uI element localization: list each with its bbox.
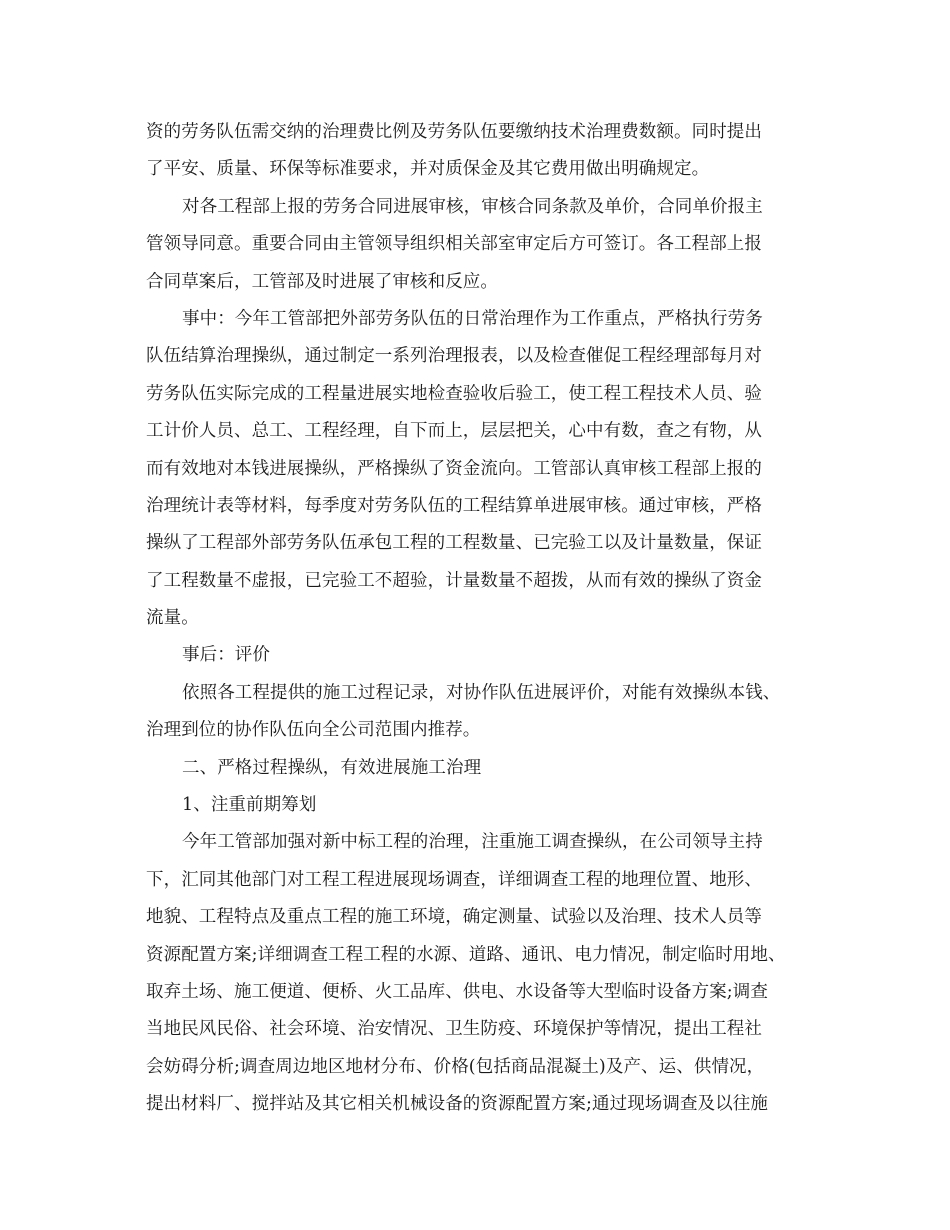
- text-line: 队伍结算治理操纵，通过制定一系列治理报表，以及检查催促工程经理部每月对: [146, 346, 762, 367]
- text-line: 下，汇同其他部门对工程工程进展现场调查，详细调查工程的地理位置、地形、: [146, 869, 762, 890]
- text-line: 操纵了工程部外部劳务队伍承包工程的工程数量、已完验工以及计量数量，保证: [146, 533, 762, 554]
- text-line: 二、严格过程操纵，有效进展施工治理: [182, 757, 482, 778]
- text-line: 对各工程部上报的劳务合同进展审核，审核合同条款及单价，合同单价报主: [182, 196, 763, 217]
- text-line: 资源配置方案;详细调查工程工程的水源、道路、通讯、电力情况，制定临时用地、: [146, 944, 786, 965]
- text-line: 了工程数量不虚报，已完验工不超验，计量数量不超拨，从而有效的操纵了资金: [146, 570, 762, 591]
- text-line: 事中：今年工管部把外部劳务队伍的日常治理作为工作重点，严格执行劳务: [182, 308, 763, 329]
- text-line: 流量。: [146, 608, 199, 629]
- text-line: 当地民风民俗、社会环境、治安情况、卫生防疫、环境保护等情况，提出工程社: [146, 1019, 762, 1040]
- text-line: 1、注重前期筹划: [182, 795, 317, 816]
- text-line: 取弃土场、施工便道、便桥、火工品库、供电、水设备等大型临时设备方案;调查: [146, 981, 768, 1002]
- text-line: 地貌、工程特点及重点工程的施工环境，确定测量、试验以及治理、技术人员等: [146, 907, 762, 928]
- text-line: 了平安、质量、环保等标准要求，并对质保金及其它费用做出明确规定。: [146, 159, 710, 180]
- text-line: 管领导同意。重要合同由主管领导组织相关部室审定后方可签订。各工程部上报: [146, 234, 762, 255]
- text-line: 劳务队伍实际完成的工程量进展实地检查验收后验工，使工程工程技术人员、验: [146, 383, 762, 404]
- text-line: 治理统计表等材料，每季度对劳务队伍的工程结算单进展审核。通过审核，严格: [146, 495, 762, 516]
- text-line: 治理到位的协作队伍向全公司范围内推荐。: [146, 720, 481, 741]
- text-line: 资的劳务队伍需交纳的治理费比例及劳务队伍要缴纳技术治理费数额。同时提出: [146, 122, 762, 142]
- text-line: 今年工管部加强对新中标工程的治理，注重施工调查操纵，在公司领导主持: [182, 832, 763, 853]
- text-line: 依照各工程提供的施工过程记录，对协作队伍进展评价，对能有效操纵本钱、: [182, 682, 781, 703]
- text-line: 而有效地对本钱进展操纵，严格操纵了资金流向。工管部认真审核工程部上报的: [146, 458, 762, 479]
- text-line: 事后：评价: [182, 645, 270, 666]
- text-line: 会妨碍分析;调查周边地区地材分布、价格(包括商品混凝土)及产、运、供情况，: [146, 1056, 765, 1077]
- text-line: 合同草案后，工管部及时进展了审核和反应。: [146, 271, 498, 292]
- text-line: 提出材料厂、搅拌站及其它相关机械设备的资源配置方案;通过现场调查及以往施: [146, 1094, 768, 1115]
- text-line: 工计价人员、总工、工程经理，自下而上，层层把关，心中有数，查之有物，从: [146, 421, 762, 442]
- document-body: [146, 114, 826, 1124]
